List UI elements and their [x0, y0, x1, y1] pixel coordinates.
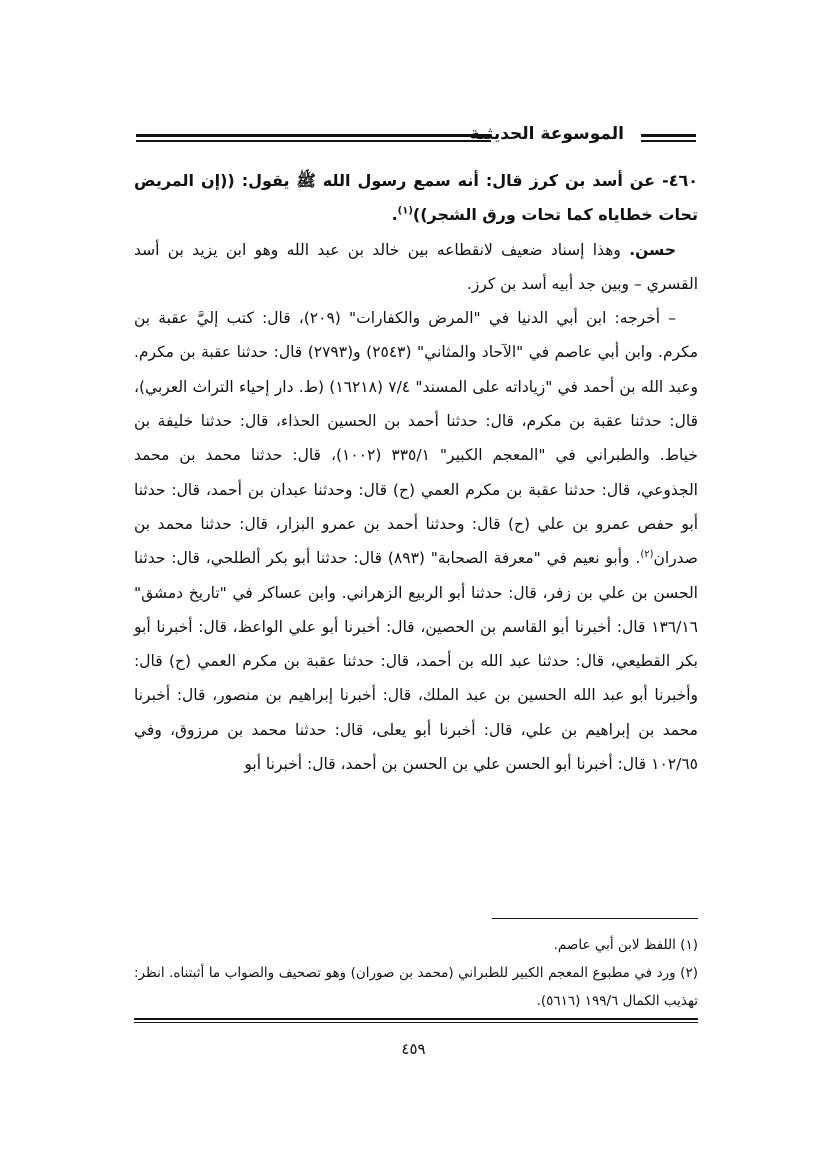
hadith-matn: ٤٦٠- عن أسد بن كرز قال: أنه سمع رسول الله ﷺ يقول: ((إن المريض تحات خطاياه كما تحات ورق الشجر)) [134, 171, 698, 225]
hadith-text [134, 164, 698, 233]
running-header [136, 124, 696, 154]
takhrij-part-2: . وأبو نعيم في "معرفة الصحابة" (٨٩٣) قال: حدثنا أبو بكر ألطلحي، قال: حدثنا الحسن بن علي بن زفر، قال: حدثنا أبو الربيع الزهراني. وابن عساكر في "تاريخ دمشق" ١٣٦/١٦ قال: أخبرنا أبو القاسم بن الحصين، قال: أخبرنا أبو علي الواعظ، قال: أخبرنا أبو بكر القطيعي، قال: حدثنا عبد الله بن أحمد، قال: حدثنا عقبة بن مكرم العمي (ح) قال: وأخبرنا أبو عبد الله الحسين بن عبد الملك، قال: أخبرنا إبراهيم بن منصور، قال: أخبرنا محمد بن إبراهيم بن علي، قال: أخبرنا أبو يعلى، قال: حدثنا محمد بن مرزوق، وفي ١٠٢/٦٥ قال: أخبرنا أبو الحسن علي بن الحسن بن أحمد، قال: أخبرنا أبو [134, 549, 698, 774]
footnote-1: (١) اللفظ لابن أبي عاصم. [553, 937, 698, 953]
footnote-ref-1: (١) [397, 205, 413, 217]
grading-label: حسن. [629, 240, 676, 259]
grading-text: وهذا إسناد ضعيف لانقطاعه بين خالد بن عبد الله وهو ابن يزيد بن أسد القسري – وبين جد أبيه أسد بن كرز. [134, 240, 698, 293]
page-number: ٤٥٩ [401, 1040, 426, 1058]
takhrij-part-1: – أخرجه: ابن أبي الدنيا في "المرض والكفارات" (٢٠٩)، قال: كتب إليَّ عقبة بن مكرم. وابن أبي عاصم في "الآحاد والمثاني" (٢٥٤٣) و(٢٧٩٣) قال: حدثنا عقبة بن مكرم. وعبد الله بن أحمد في "زياداته على المسند" ٧/٤ (١٦٢١٨) (ط. دار إحياء التراث العربي)، قال: حدثنا عقبة بن مكرم، قال: حدثنا أحمد بن الحسين الحذاء، قال: حدثنا خليفة بن خياط. والطبراني في "المعجم الكبير" ٣٣٥/١ (١٠٠٢)، قال: حدثنا محمد بن محمد الجذوعي، قال: حدثنا عقبة بن مكرم العمي (ح) قال: وحدثنا عبدان بن أحمد، قال: حدثنا أبو حفص عمرو بن علي (ح) قال: وحدثنا أحمد بن عمرو البزار، قال: حدثنا محمد بن صدران [134, 309, 699, 568]
footnote-ref-2: (٢) [640, 549, 654, 561]
header-title: الموسوعة الحديثية [469, 124, 624, 144]
hadith-end: . [391, 205, 398, 225]
footer-rule [134, 1018, 698, 1023]
footnote-separator [492, 918, 698, 919]
takhrij-paragraph [134, 301, 698, 781]
main-text [134, 164, 698, 781]
footnotes [134, 918, 698, 1015]
grading-paragraph [134, 233, 698, 302]
header-rule-left [136, 134, 491, 142]
footnote-2: (٢) ورد في مطبوع المعجم الكبير للطبراني (محمد بن صوران) وهو تصحيف والصواب ما أثبتناه. انظر: تهذيب الكمال ١٩٩/٦ (٥٦١٦). [134, 965, 698, 1009]
header-rule-right [641, 134, 696, 142]
